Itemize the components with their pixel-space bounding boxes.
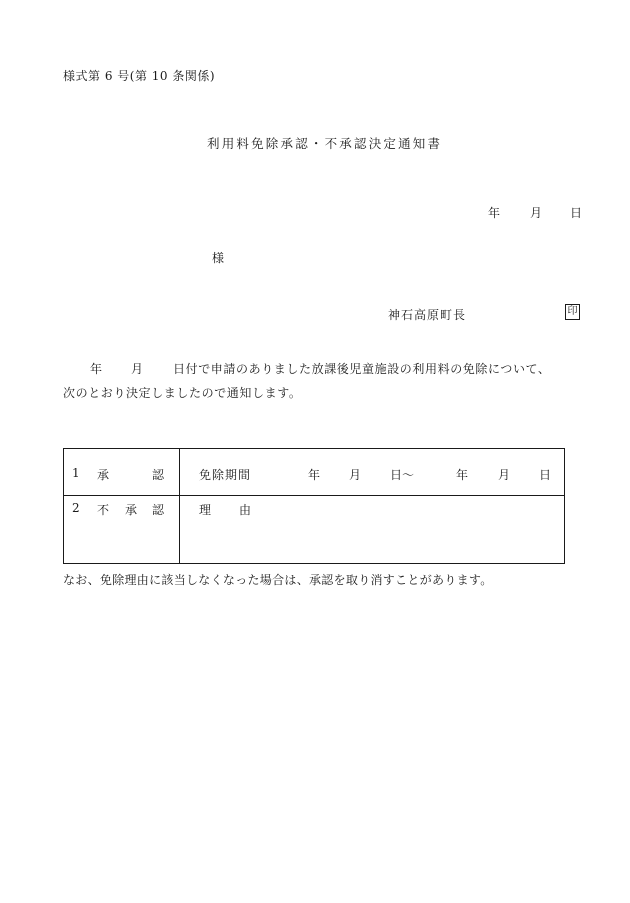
footnote: なお、免除理由に該当しなくなった場合は、承認を取り消すことがあります。 <box>63 573 493 587</box>
body-year-label: 年 <box>90 362 103 376</box>
document-title: 利用料免除承認・不承認決定通知書 <box>207 136 443 151</box>
row2-number: 2 <box>72 501 80 515</box>
sender-name: 神石高原町長 <box>388 308 467 322</box>
period-to-day: 日 <box>539 468 552 482</box>
period-from-month: 月 <box>349 468 362 482</box>
row1-label-part2: 認 <box>152 468 165 482</box>
table-row-divider <box>64 495 564 496</box>
row1-label-part1: 承 <box>97 468 110 482</box>
body-line-2: 次のとおり決定しましたので通知します。 <box>63 386 302 400</box>
seal-stamp <box>565 304 580 320</box>
reason-label-part2: 由 <box>239 503 252 517</box>
period-from-day: 日〜 <box>390 468 415 482</box>
table-column-divider <box>179 449 180 563</box>
body-month-label: 月 <box>131 362 144 376</box>
row2-label-part2: 承 <box>125 503 138 517</box>
period-from-year: 年 <box>308 468 321 482</box>
row2-label-part3: 認 <box>152 503 165 517</box>
period-to-month: 月 <box>498 468 511 482</box>
body-line-1-text: 日付で申請のありました放課後児童施設の利用料の免除について、 <box>173 362 551 376</box>
row2-label-part1: 不 <box>97 503 110 517</box>
seal-char: 印 <box>567 306 578 317</box>
form-number: 様式第 6 号(第 10 条関係) <box>63 69 216 83</box>
addressee-honorific: 様 <box>212 251 225 265</box>
exemption-period-label: 免除期間 <box>199 468 252 482</box>
date-year-label: 年 <box>488 206 501 220</box>
reason-label-part1: 理 <box>199 503 212 517</box>
date-month-label: 月 <box>530 206 543 220</box>
row1-number: 1 <box>72 466 80 480</box>
period-to-year: 年 <box>456 468 469 482</box>
decision-table <box>63 448 565 564</box>
date-day-label: 日 <box>570 206 583 220</box>
